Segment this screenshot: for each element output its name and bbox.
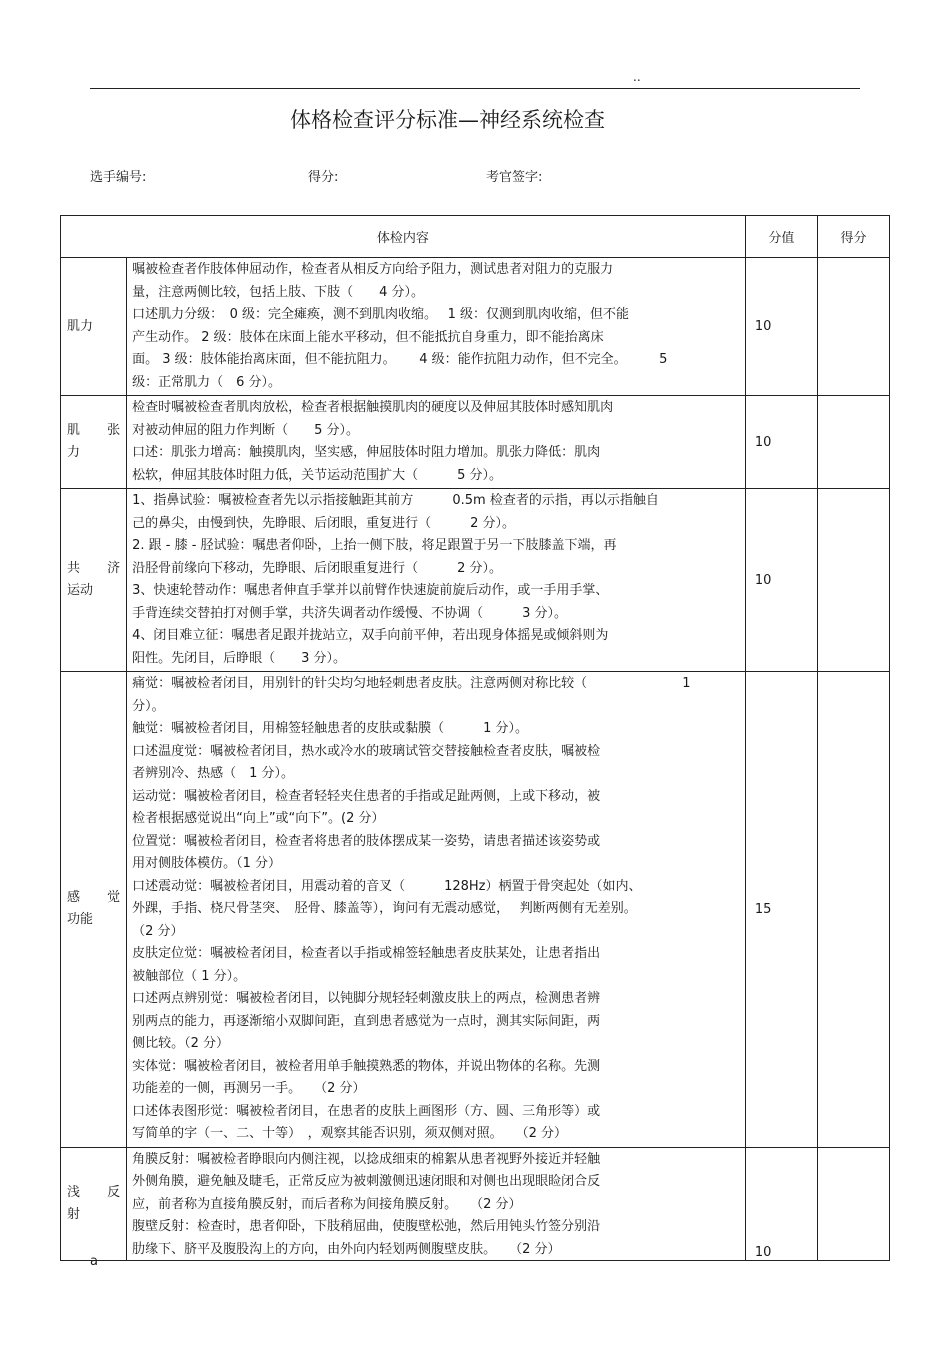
score-input-cell[interactable] (817, 396, 889, 489)
content-line: 写简单的字（一、二、十等） ，观察其能否识别，须双侧对照。 （2 分） (132, 1126, 567, 1141)
item-name-line: 浅 反 (67, 1184, 121, 1200)
item-content (127, 1147, 746, 1260)
score-input-cell[interactable] (817, 489, 889, 672)
content-line: 者辨别冷、热感（ 1 分）。 (132, 766, 294, 781)
item-name-line: 肌力 (67, 318, 94, 334)
item-name (61, 396, 127, 489)
item-content (127, 489, 746, 672)
content-line: 运动觉：嘱被检者闭目，检查者轻轻夹住患者的手指或足趾两侧，上或下移动，被 (132, 788, 601, 804)
points-value: 10 (745, 258, 817, 396)
content-line: 1、指鼻试验：嘱被检查者先以示指接触距其前方 0.5m 检查者的示指，再以示指触自 (132, 493, 659, 508)
score-input-cell[interactable] (817, 672, 889, 1148)
content-line: 肋缘下、脐平及腹股沟上的方向，由外向内轻划两侧腹壁皮肤。 （2 分） (132, 1241, 561, 1257)
content-line: 实体觉：嘱被检者闭目，被检者用单手触摸熟悉的物体，并说出物体的名称。先测 (132, 1058, 601, 1074)
points-value: 10 (745, 396, 817, 489)
content-line: 应，前者称为直接角膜反射，而后者称为间接角膜反射。 （2 分） (132, 1196, 522, 1212)
content-line: 功能差的一侧，再测另一手。 （2 分） (132, 1081, 366, 1096)
content-line: 级：正常肌力（ 6 分）。 (132, 374, 281, 390)
content-line: 面。 3 级：肢体能抬离床面，但不能抗阻力。 4 级：能作抗阻力动作，但不完全。 5 (132, 352, 668, 367)
item-content (127, 672, 746, 1148)
content-line: 用对侧肢体模仿。（1 分） (132, 856, 281, 871)
content-line: 检者根据感觉说出“向上”或“向下”。(2 分） (132, 811, 385, 826)
item-name-line: 射 (67, 1206, 81, 1222)
table-row (61, 489, 890, 672)
content-line: 己的鼻尖，由慢到快，先睁眼、后闭眼，重复进行（ 2 分）。 (132, 515, 515, 531)
content-line: 痛觉：嘱被检者闭目，用别针的针尖均匀地轻刺患者皮肤。注意两侧对称比较（ 1 (132, 676, 691, 691)
content-line: 位置觉：嘱被检者闭目，检查者将患者的肢体摆成某一姿势，请患者描述该姿势或 (132, 833, 601, 849)
header-rule (90, 88, 860, 89)
content-line: 皮肤定位觉：嘱被检者闭目，检查者以手指或棉签轻触患者皮肤某处，让患者指出 (132, 946, 601, 961)
content-line: 沿胫骨前缘向下移动，先睁眼、后闭眼重复进行（ 2 分）。 (132, 560, 502, 576)
item-name-line: 共 济 (67, 561, 121, 576)
item-name (61, 489, 127, 672)
header-mark: .. (633, 70, 641, 84)
content-line: 被触部位（ 1 分）。 (132, 968, 247, 984)
points-value: 10 (745, 1147, 817, 1260)
content-line: 口述体表图形觉：嘱被检者闭目，在患者的皮肤上画图形（方、圆、三角形等）或 (132, 1103, 601, 1119)
content-line: 口述：肌张力增高：触摸肌肉，坚实感，伸屈肢体时阻力增加。肌张力降低：肌肉 (132, 445, 601, 460)
content-line: 腹壁反射：检查时，患者仰卧，下肢稍屈曲，使腹壁松弛，然后用钝头竹签分别沿 (132, 1219, 601, 1234)
content-line: （2 分） (132, 923, 184, 939)
score-input-cell[interactable] (817, 258, 889, 396)
content-clip (132, 1149, 737, 1259)
content-line: 检查时嘱被检查者肌肉放松，检查者根据触摸肌肉的硬度以及伸屈其肢体时感知肌肉 (132, 400, 614, 415)
content-line: 口述温度觉：嘱被检者闭目，热水或冷水的玻璃试管交替接触检查者皮肤，嘱被检 (132, 743, 601, 759)
item-name-line: 运动 (67, 583, 94, 598)
content-line: 口述两点辨别觉：嘱被检者闭目，以钝脚分规轻轻刺激皮肤上的两点，检测患者辨 (132, 991, 601, 1006)
item-name-line: 感 觉 (67, 890, 121, 906)
content-line: 嘱被检查者作肢体伸屈动作，检查者从相反方向给予阻力，测试患者对阻力的克服力 (132, 262, 614, 277)
content-line: 4、闭目难立征：嘱患者足跟并拢站立，双手向前平伸，若出现身体摇晃或倾斜则为 (132, 628, 609, 643)
content-line: 口述震动觉：嘱被检者闭目，用震动着的音叉（ 128Hz）柄置于骨突起处（如内、 (132, 878, 642, 894)
content-line: 3、快速轮替动作：嘱患者伸直手掌并以前臂作快速旋前旋后动作，或一手用手掌、 (132, 583, 609, 598)
table-row (61, 1147, 890, 1260)
score-label: 得分: (308, 170, 339, 185)
item-content (127, 396, 746, 489)
content-line: 角膜反射：嘱被检者睁眼向内侧注视，以捻成细束的棉絮从患者视野外接近并轻触 (132, 1151, 601, 1167)
content-line: 松软，伸屈其肢体时阻力低，关节运动范围扩大（ 5 分）。 (132, 467, 502, 483)
table-header-row (61, 216, 890, 258)
content-line: 手背连续交替拍打对侧手掌，共济失调者动作缓慢、不协调（ 3 分）。 (132, 605, 567, 621)
content-line: 分）。 (132, 698, 165, 714)
points-value: 10 (745, 489, 817, 672)
points-value: 15 (745, 672, 817, 1148)
content-line: 侧比较。（2 分） (132, 1036, 229, 1051)
page-title: 体格检查评分标准—神经系统检查 (290, 108, 605, 132)
item-name (61, 672, 127, 1148)
content-line: 量，注意两侧比较，包括上肢、下肢（ 4 分）。 (132, 284, 424, 300)
header-score: 得分 (817, 216, 889, 258)
item-content (127, 258, 746, 396)
player-number-label: 选手编号: (90, 170, 147, 185)
scoring-table (60, 215, 890, 1261)
content-line: 产生动作。 2 级：肢体在床面上能水平移动，但不能抵抗自身重力，即不能抬离床 (132, 329, 604, 345)
footer-letter: a (90, 1254, 98, 1269)
header-points: 分值 (745, 216, 817, 258)
content-line: 阳性。先闭目，后睁眼（ 3 分）。 (132, 650, 346, 666)
item-name-line: 功能 (67, 912, 94, 928)
content-line: 对被动伸屈的阻力作判断（ 5 分）。 (132, 422, 359, 438)
content-line: 别两点的能力，再逐渐缩小双脚间距，直到患者感觉为一点时，测其实际间距，两 (132, 1013, 601, 1029)
item-name-line: 肌 张 (67, 423, 121, 438)
header-content: 体检内容 (61, 216, 746, 258)
item-name (61, 258, 127, 396)
content-line: 外侧角膜，避免触及睫毛，正常反应为被刺激侧迅速闭眼和对侧也出现眼睑闭合反 (132, 1174, 601, 1189)
table-row (61, 258, 890, 396)
content-line: 外踝，手指、桡尺骨茎突、 胫骨、膝盖等），询问有无震动感觉， 判断两侧有无差别。 (132, 901, 637, 916)
content-line: 口述肌力分级： 0 级：完全瘫痪，测不到肌肉收缩。 1 级：仅测到肌肉收缩，但不能 (132, 307, 630, 322)
score-input-cell[interactable] (817, 1147, 889, 1260)
table-row (61, 672, 890, 1148)
content-line: 2. 跟 - 膝 - 胫试验：嘱患者仰卧，上抬一侧下肢，将足跟置于另一下肢膝盖下端，再 (132, 538, 617, 553)
table-row (61, 396, 890, 489)
examiner-signature-label: 考官签字: (486, 170, 543, 185)
item-name-line: 力 (67, 445, 81, 460)
content-line: 触觉：嘱被检者闭目，用棉签轻触患者的皮肤或黏膜（ 1 分）。 (132, 721, 528, 736)
item-name (61, 1147, 127, 1260)
